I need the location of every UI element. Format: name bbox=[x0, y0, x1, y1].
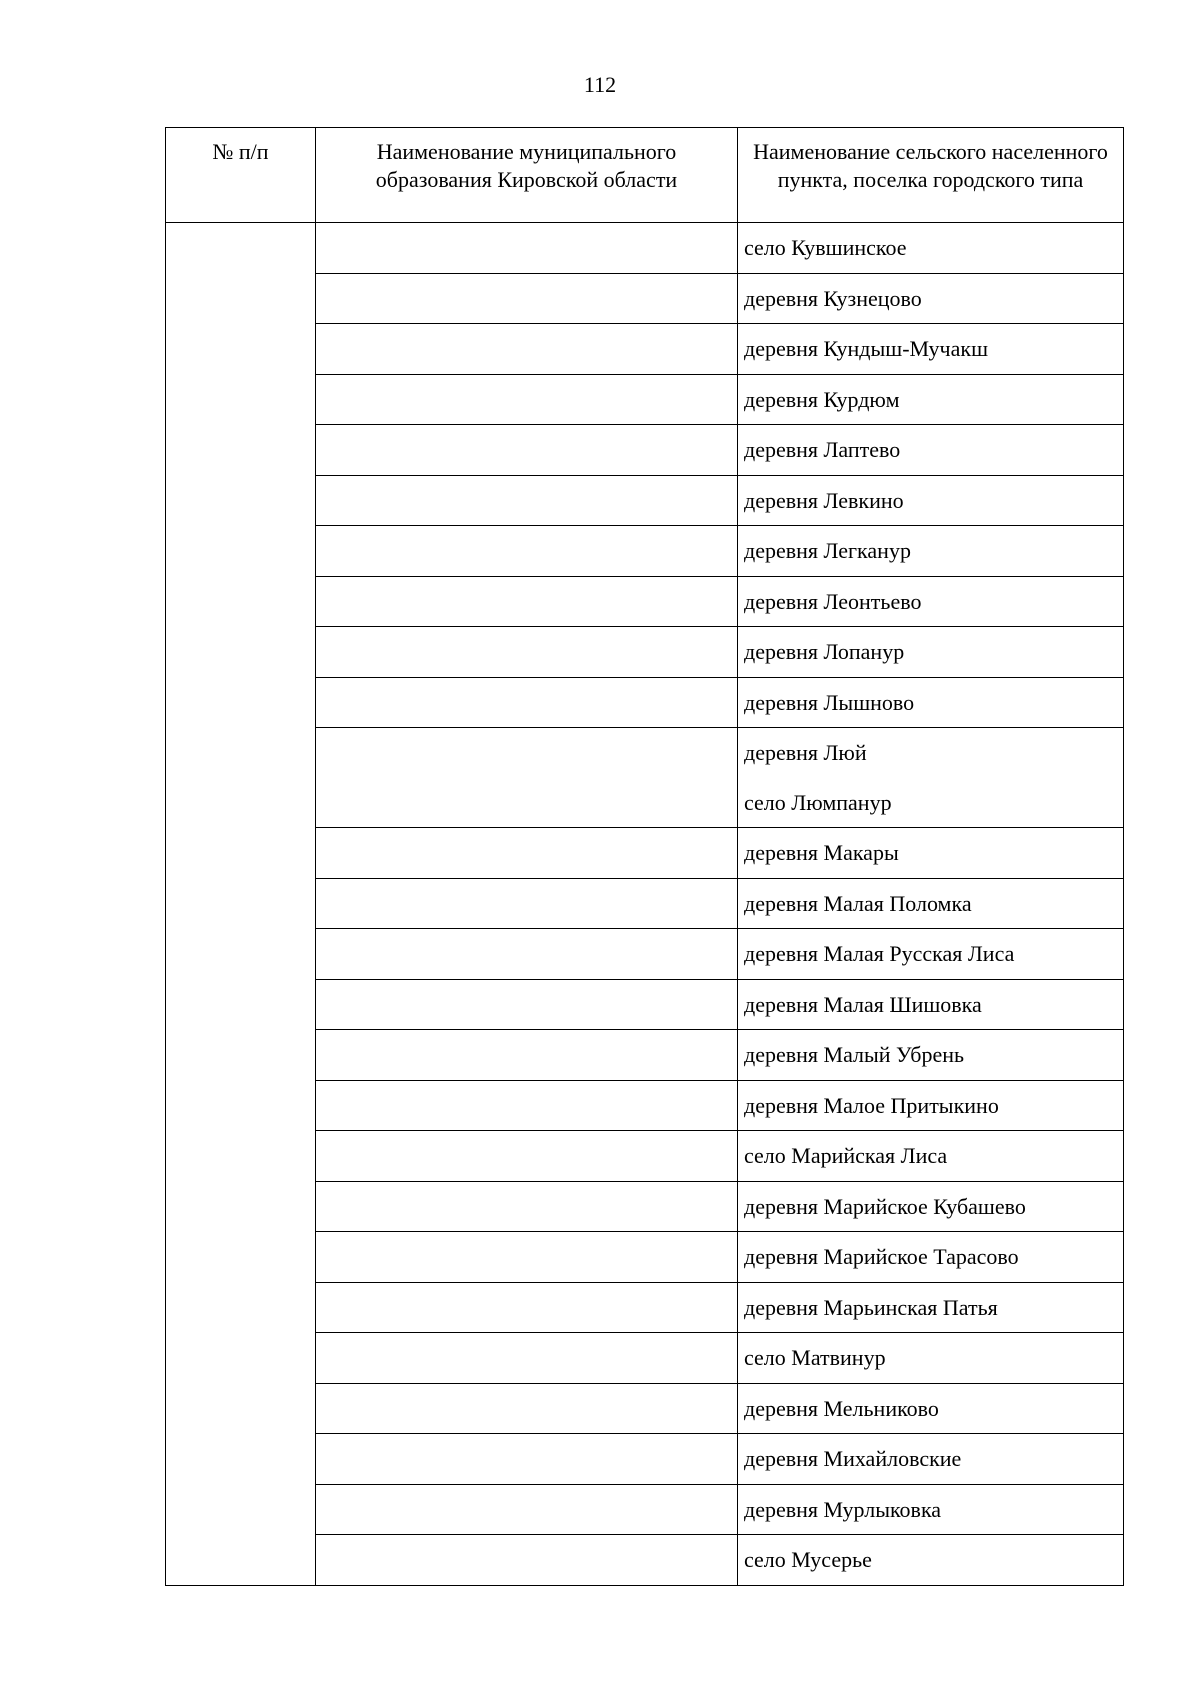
settlement-cell bbox=[738, 576, 1124, 627]
municipality-cell bbox=[316, 1030, 738, 1081]
settlement-cell bbox=[738, 273, 1124, 324]
settlements-table bbox=[165, 127, 1124, 1586]
settlement-cell bbox=[738, 1535, 1124, 1586]
settlement-cell bbox=[738, 929, 1124, 980]
settlement-name: деревня Люй bbox=[744, 740, 867, 765]
settlement-cell bbox=[738, 979, 1124, 1030]
settlement-cell bbox=[738, 1383, 1124, 1434]
municipality-cell bbox=[316, 1383, 738, 1434]
municipality-cell bbox=[316, 878, 738, 929]
settlement-cell bbox=[738, 324, 1124, 375]
settlement-name: деревня Марьинская Патья bbox=[744, 1294, 998, 1320]
municipality-cell bbox=[316, 677, 738, 728]
settlement-cell bbox=[738, 1434, 1124, 1485]
municipality-cell bbox=[316, 526, 738, 577]
municipality-cell bbox=[316, 929, 738, 980]
municipality-cell bbox=[316, 223, 738, 274]
municipality-cell bbox=[316, 1484, 738, 1535]
municipality-cell bbox=[316, 273, 738, 324]
settlement-cell bbox=[738, 425, 1124, 476]
municipality-cell bbox=[316, 1535, 738, 1586]
settlement-name: деревня Левкино bbox=[744, 487, 904, 513]
settlement-name: деревня Легканур bbox=[744, 538, 911, 563]
municipality-cell bbox=[316, 324, 738, 375]
settlement-cell bbox=[738, 878, 1124, 929]
settlement-name: деревня Мельниково bbox=[744, 1395, 939, 1421]
settlement-name: деревня Михайловские bbox=[744, 1446, 962, 1471]
municipality-cell bbox=[316, 1434, 738, 1485]
settlement-name: село Марийская Лиса bbox=[744, 1143, 948, 1168]
settlement-cell bbox=[738, 1080, 1124, 1131]
header-settlement: Наименование сельского населенного пункта, поселка городского типа bbox=[738, 128, 1124, 223]
settlement-name: деревня Малое Притыкино bbox=[744, 1092, 999, 1118]
municipality-cell bbox=[316, 1232, 738, 1283]
municipality-cell bbox=[316, 828, 738, 879]
settlement-cell bbox=[738, 1181, 1124, 1232]
municipality-cell bbox=[316, 1282, 738, 1333]
settlement-cell bbox=[738, 677, 1124, 728]
settlement-name: село Кувшинское bbox=[744, 235, 907, 260]
header-row bbox=[166, 128, 1124, 223]
settlement-name: деревня Малый Убрень bbox=[744, 1042, 965, 1067]
municipality-cell bbox=[316, 979, 738, 1030]
number-cell bbox=[166, 223, 316, 1586]
header-municipality: Наименование муниципального образования Кировской области bbox=[316, 128, 738, 223]
settlement-name: деревня Марийское Кубашево bbox=[744, 1193, 1026, 1219]
municipality-cell bbox=[316, 1333, 738, 1384]
settlement-cell bbox=[738, 1131, 1124, 1182]
municipality-cell bbox=[316, 627, 738, 678]
settlement-name: деревня Кузнецово bbox=[744, 285, 922, 311]
municipality-cell bbox=[316, 1181, 738, 1232]
settlement-cell bbox=[738, 223, 1124, 274]
settlement-name: деревня Мурлыковка bbox=[744, 1496, 942, 1522]
settlement-name: село Матвинур bbox=[744, 1345, 886, 1370]
settlement-name: деревня Лопанур bbox=[744, 639, 905, 664]
municipality-cell bbox=[316, 374, 738, 425]
settlement-name: деревня Марийское Тарасово bbox=[744, 1244, 1019, 1269]
municipality-cell bbox=[316, 576, 738, 627]
municipality-cell bbox=[316, 475, 738, 526]
page-number: 112 bbox=[583, 72, 617, 97]
table-row bbox=[166, 223, 1124, 274]
settlement-cell bbox=[738, 526, 1124, 577]
table-body bbox=[166, 223, 1124, 1586]
municipality-cell bbox=[316, 1131, 738, 1182]
settlement-name: деревня Лышново bbox=[744, 689, 915, 715]
settlement-name: деревня Малая Шишовка bbox=[744, 991, 982, 1017]
settlement-cell bbox=[738, 828, 1124, 879]
municipality-cell bbox=[316, 728, 738, 828]
settlement-name: деревня Макары bbox=[744, 840, 899, 865]
municipality-cell bbox=[316, 425, 738, 476]
settlement-cell bbox=[738, 374, 1124, 425]
table-header bbox=[166, 128, 1124, 223]
municipality-cell bbox=[316, 1080, 738, 1131]
settlement-cell bbox=[738, 475, 1124, 526]
settlement-cell bbox=[738, 1282, 1124, 1333]
settlement-cell bbox=[738, 1484, 1124, 1535]
settlement-name: деревня Курдюм bbox=[744, 386, 900, 412]
settlement-cell bbox=[738, 1333, 1124, 1384]
settlement-name: деревня Кундыш-Мучакш bbox=[744, 336, 989, 361]
settlement-cell bbox=[738, 627, 1124, 678]
settlement-name: деревня Малая Русская Лиса bbox=[744, 941, 1015, 966]
settlement-cell bbox=[738, 728, 1124, 828]
settlement-name: деревня Лаптево bbox=[744, 437, 901, 462]
settlement-name: село Мусерье bbox=[744, 1547, 872, 1572]
settlement-cell bbox=[738, 1030, 1124, 1081]
settlement-cell bbox=[738, 1232, 1124, 1283]
header-number: № п/п bbox=[166, 128, 316, 223]
settlement-name: деревня Леонтьево bbox=[744, 588, 922, 614]
settlement-name: село Люмпанур bbox=[744, 789, 892, 815]
settlement-name: деревня Малая Поломка bbox=[744, 890, 972, 916]
